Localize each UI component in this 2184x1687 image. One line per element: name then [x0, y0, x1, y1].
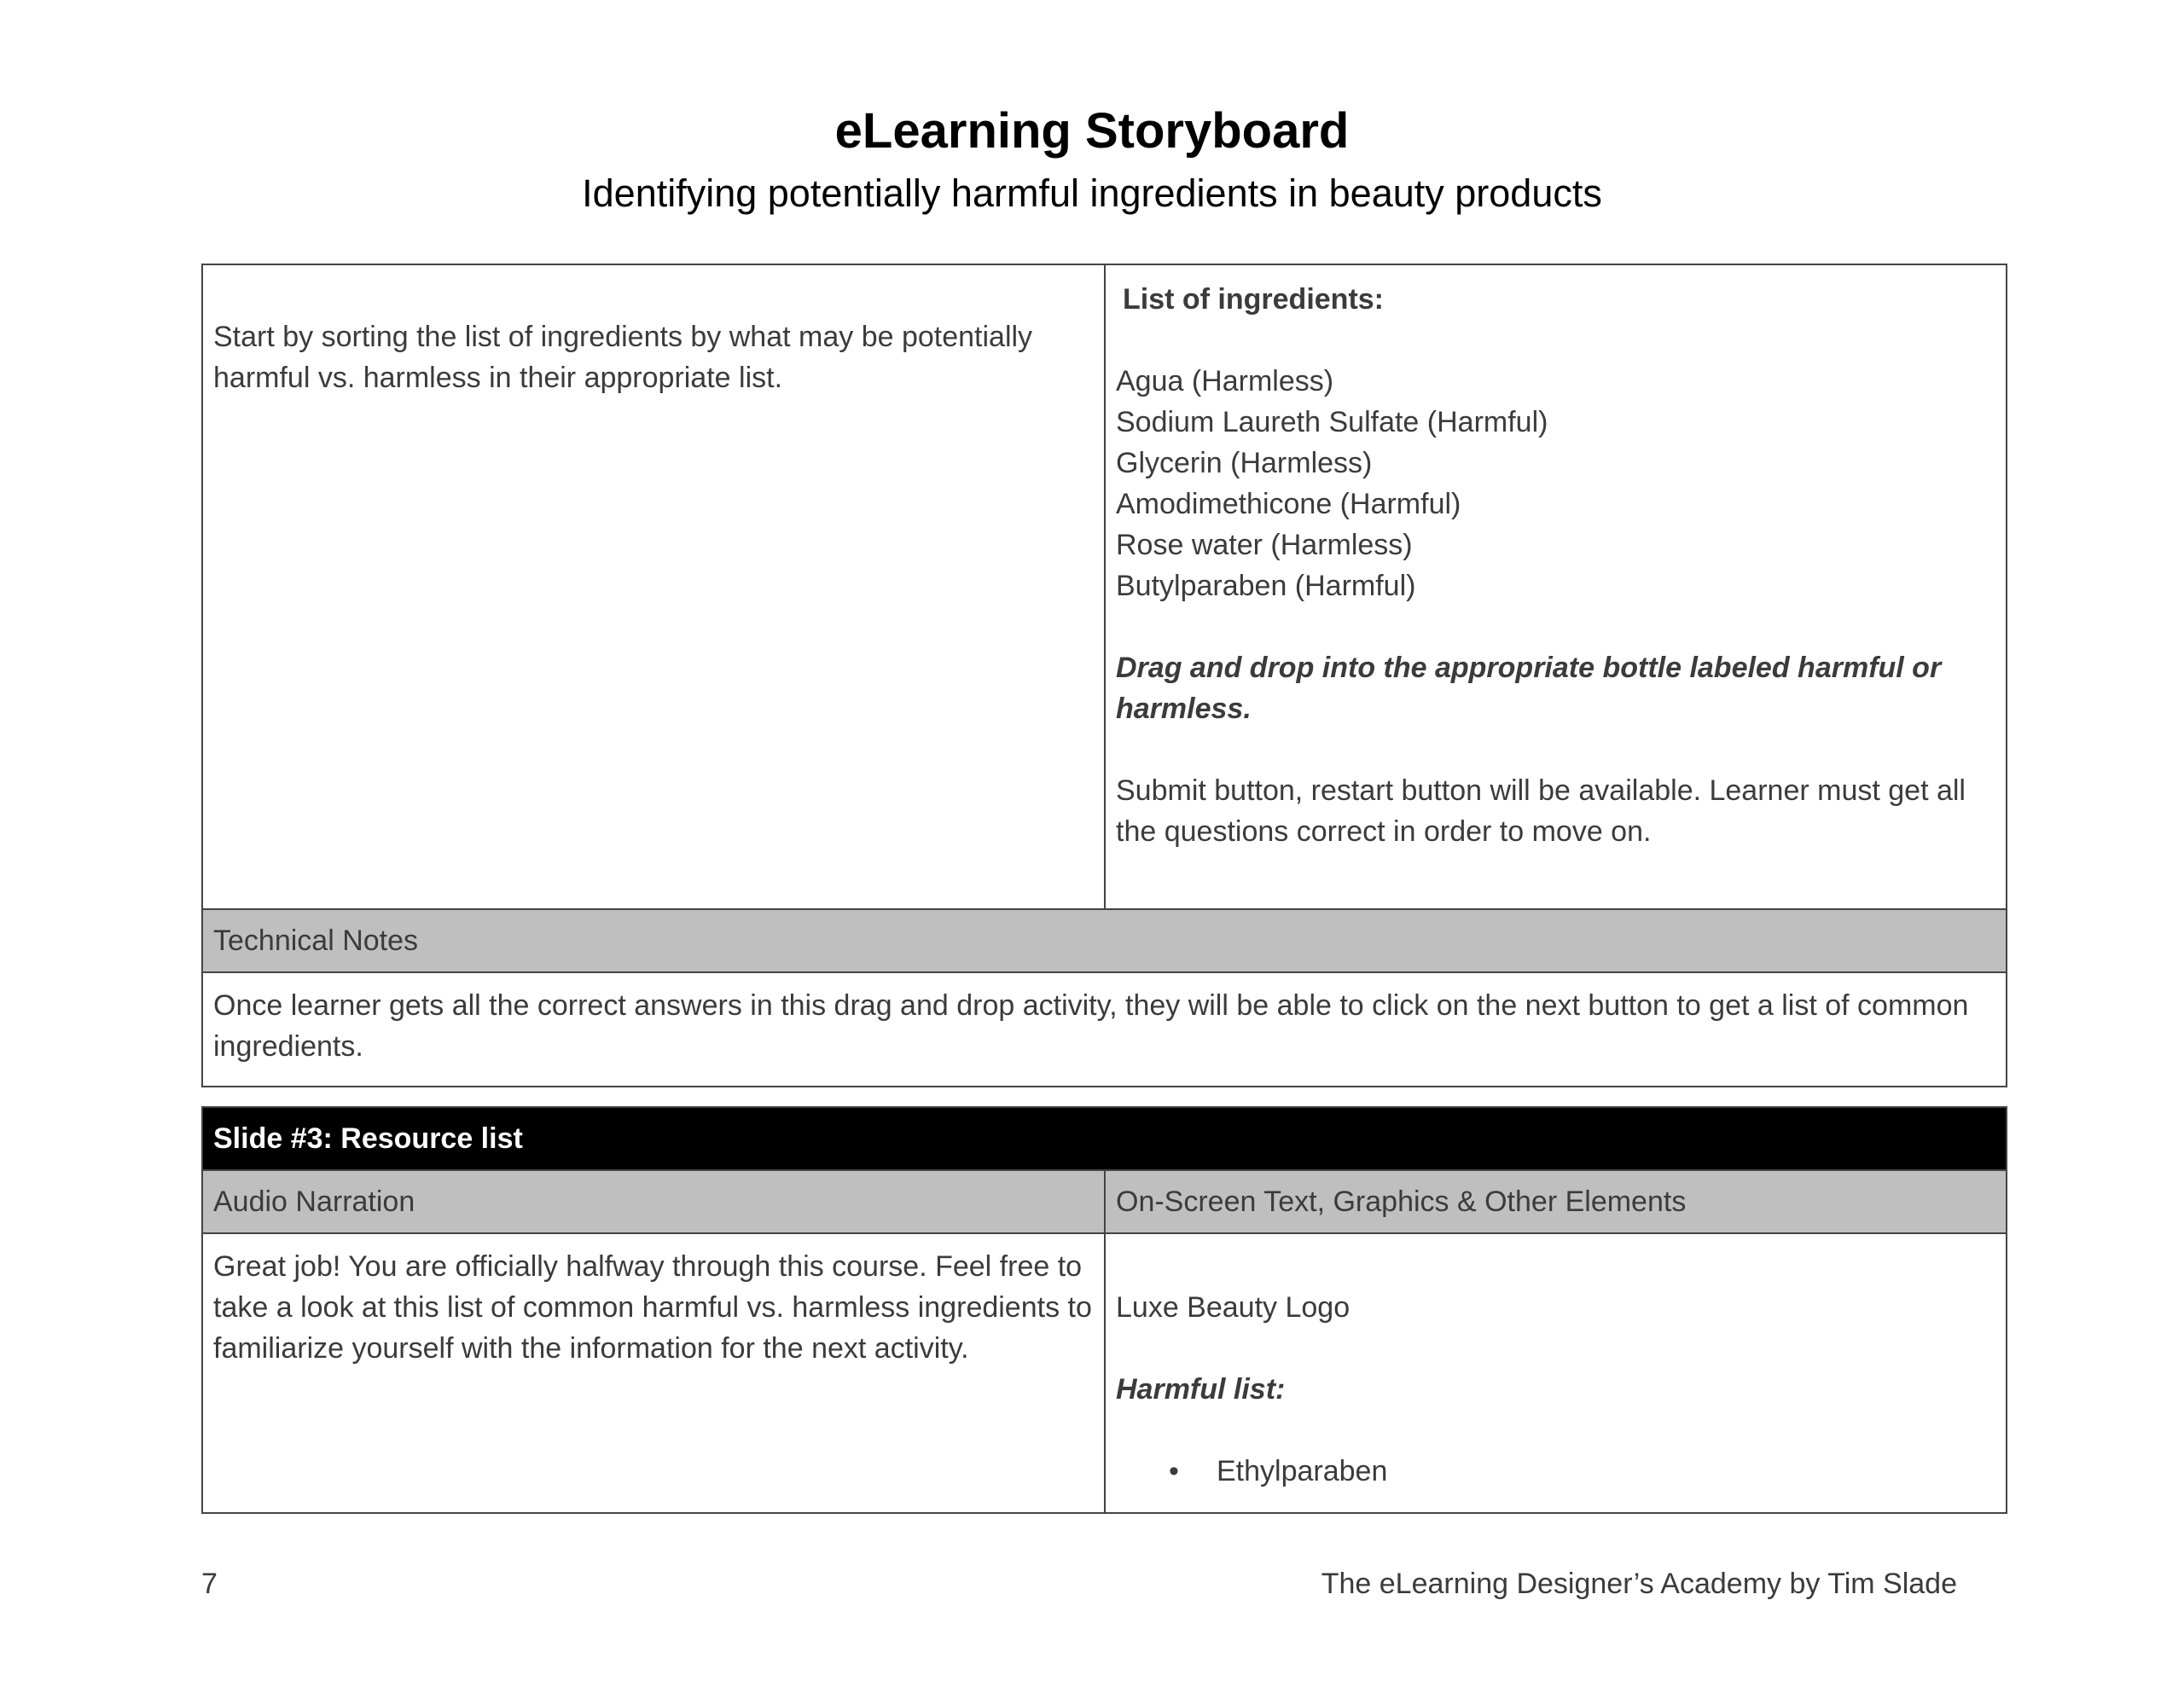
- harmful-item-text: Ethylparaben: [1217, 1455, 1388, 1487]
- drag-drop-instruction: Drag and drop into the appropriate bottle labeled harmful or harmless.: [1116, 652, 1942, 725]
- technical-notes-row: [202, 972, 2007, 1087]
- narration-cell: [202, 1233, 1105, 1513]
- page-number: 7: [201, 1568, 218, 1600]
- technical-notes-text: Once learner gets all the correct answers in this drag and drop activity, they will be able to click on the next button to get a list of common ingredients.: [202, 972, 2007, 1087]
- ingredient-item: Butylparaben (Harmful): [1116, 570, 1416, 602]
- spacer: [1116, 1410, 1995, 1451]
- col-header-audio: Audio Narration: [202, 1170, 1105, 1233]
- column-header-row: [202, 1170, 2007, 1233]
- page-subtitle: Identifying potentially harmful ingredients in beauty products: [582, 171, 1602, 215]
- intro-cell: [202, 264, 1105, 909]
- intro-text: Start by sorting the list of ingredients by what may be potentially harmful vs. harmless in their appropriate list.: [213, 321, 1033, 394]
- buttons-note: Submit button, restart button will be available. Learner must get all the questions correct in order to move on.: [1116, 774, 1966, 848]
- storyboard-table-slide-3: [201, 1106, 2007, 1514]
- ingredients-cell: [1105, 264, 2007, 909]
- ingredient-item: Agua (Harmless): [1116, 365, 1334, 397]
- onscreen-cell: [1105, 1233, 2007, 1513]
- ingredient-item: Sodium Laureth Sulfate (Harmful): [1116, 406, 1548, 438]
- footer-credit: The eLearning Designer’s Academy by Tim Slade: [1321, 1568, 1957, 1600]
- col-header-onscreen: On-Screen Text, Graphics & Other Elements: [1105, 1170, 2007, 1233]
- ingredient-item: Amodimethicone (Harmful): [1116, 488, 1461, 520]
- narration-text: Great job! You are officially halfway through this course. Feel free to take a look at this list of common harmful vs. harmless ingredients to familiarize yourself with the information for the next activity.: [213, 1250, 1092, 1365]
- content-row: [202, 1233, 2007, 1513]
- harmful-list-item: [1116, 1451, 1995, 1492]
- ingredients-heading: List of ingredients:: [1123, 283, 1384, 316]
- spacer: [1116, 729, 1995, 770]
- logo-label: Luxe Beauty Logo: [1116, 1291, 1350, 1324]
- spacer: [1116, 320, 1995, 361]
- bullet-icon: •: [1169, 1455, 1179, 1487]
- harmful-list-heading: Harmful list:: [1116, 1373, 1286, 1406]
- ingredient-item: Rose water (Harmless): [1116, 529, 1413, 561]
- technical-notes-label: Technical Notes: [202, 909, 2007, 972]
- slide-title-row: [202, 1107, 2007, 1170]
- spacer: [1116, 1246, 1995, 1287]
- technical-notes-header-row: [202, 909, 2007, 972]
- page-title: eLearning Storyboard: [834, 103, 1350, 159]
- spacer: [1116, 606, 1995, 647]
- content-row: [202, 264, 2007, 909]
- storyboard-table-slide-2: [201, 264, 2007, 1087]
- spacer: [1116, 1328, 1995, 1369]
- slide-title: Slide #3: Resource list: [202, 1107, 2007, 1170]
- ingredient-item: Glycerin (Harmless): [1116, 447, 1373, 479]
